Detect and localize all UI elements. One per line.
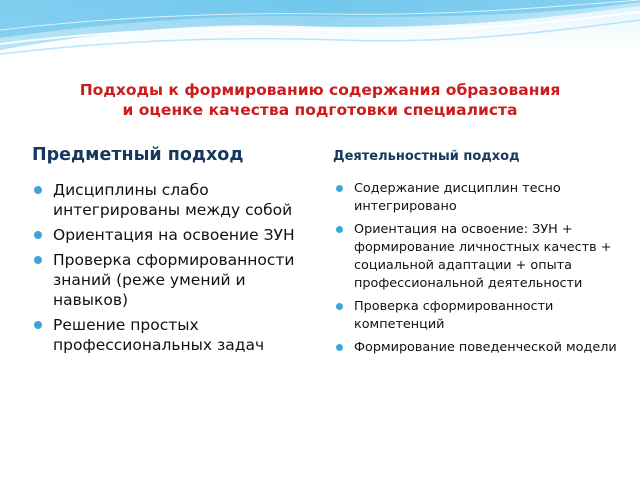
list-item-text: Содержание дисциплин тесно интегрировано	[354, 181, 561, 214]
list-item	[32, 250, 322, 310]
list-item-text: Дисциплины слабо интегрированы между собой	[53, 181, 293, 219]
bullet-icon	[34, 256, 42, 264]
bullet-icon	[336, 344, 343, 351]
bullet-icon	[336, 303, 343, 310]
slide-title-line-2: и оценке качества подготовки специалиста	[122, 101, 518, 119]
bullet-icon	[34, 321, 42, 329]
list-item	[32, 225, 322, 245]
list-item	[333, 180, 623, 216]
list-item-text: Формирование поведенческой модели	[354, 340, 617, 355]
right-column-list	[333, 180, 623, 362]
bullet-icon	[336, 226, 343, 233]
list-item-text: Проверка сформированности знаний (реже умений и навыков)	[53, 251, 295, 309]
list-item	[333, 298, 623, 334]
list-item	[333, 221, 623, 293]
right-column-heading: Деятельностный подход	[333, 149, 520, 164]
header-wave-decoration	[0, 0, 640, 62]
list-item-text: Ориентация на освоение: ЗУН + формирование личностных качеств + социальной адаптации + опыта профессиональной деятельности	[354, 222, 612, 291]
list-item	[32, 315, 322, 355]
slide-title	[0, 80, 640, 120]
list-item-text: Проверка сформированности компетенций	[354, 299, 554, 332]
bullet-icon	[336, 185, 343, 192]
list-item	[333, 339, 623, 357]
left-column-heading: Предметный подход	[32, 145, 244, 165]
slide-title-line-1: Подходы к формированию содержания образования	[79, 81, 561, 99]
bullet-icon	[34, 186, 42, 194]
list-item	[32, 180, 322, 220]
list-item-text: Ориентация на освоение ЗУН	[53, 226, 295, 244]
list-item-text: Решение простых профессиональных задач	[53, 316, 265, 354]
left-column-list	[32, 180, 322, 360]
bullet-icon	[34, 231, 42, 239]
